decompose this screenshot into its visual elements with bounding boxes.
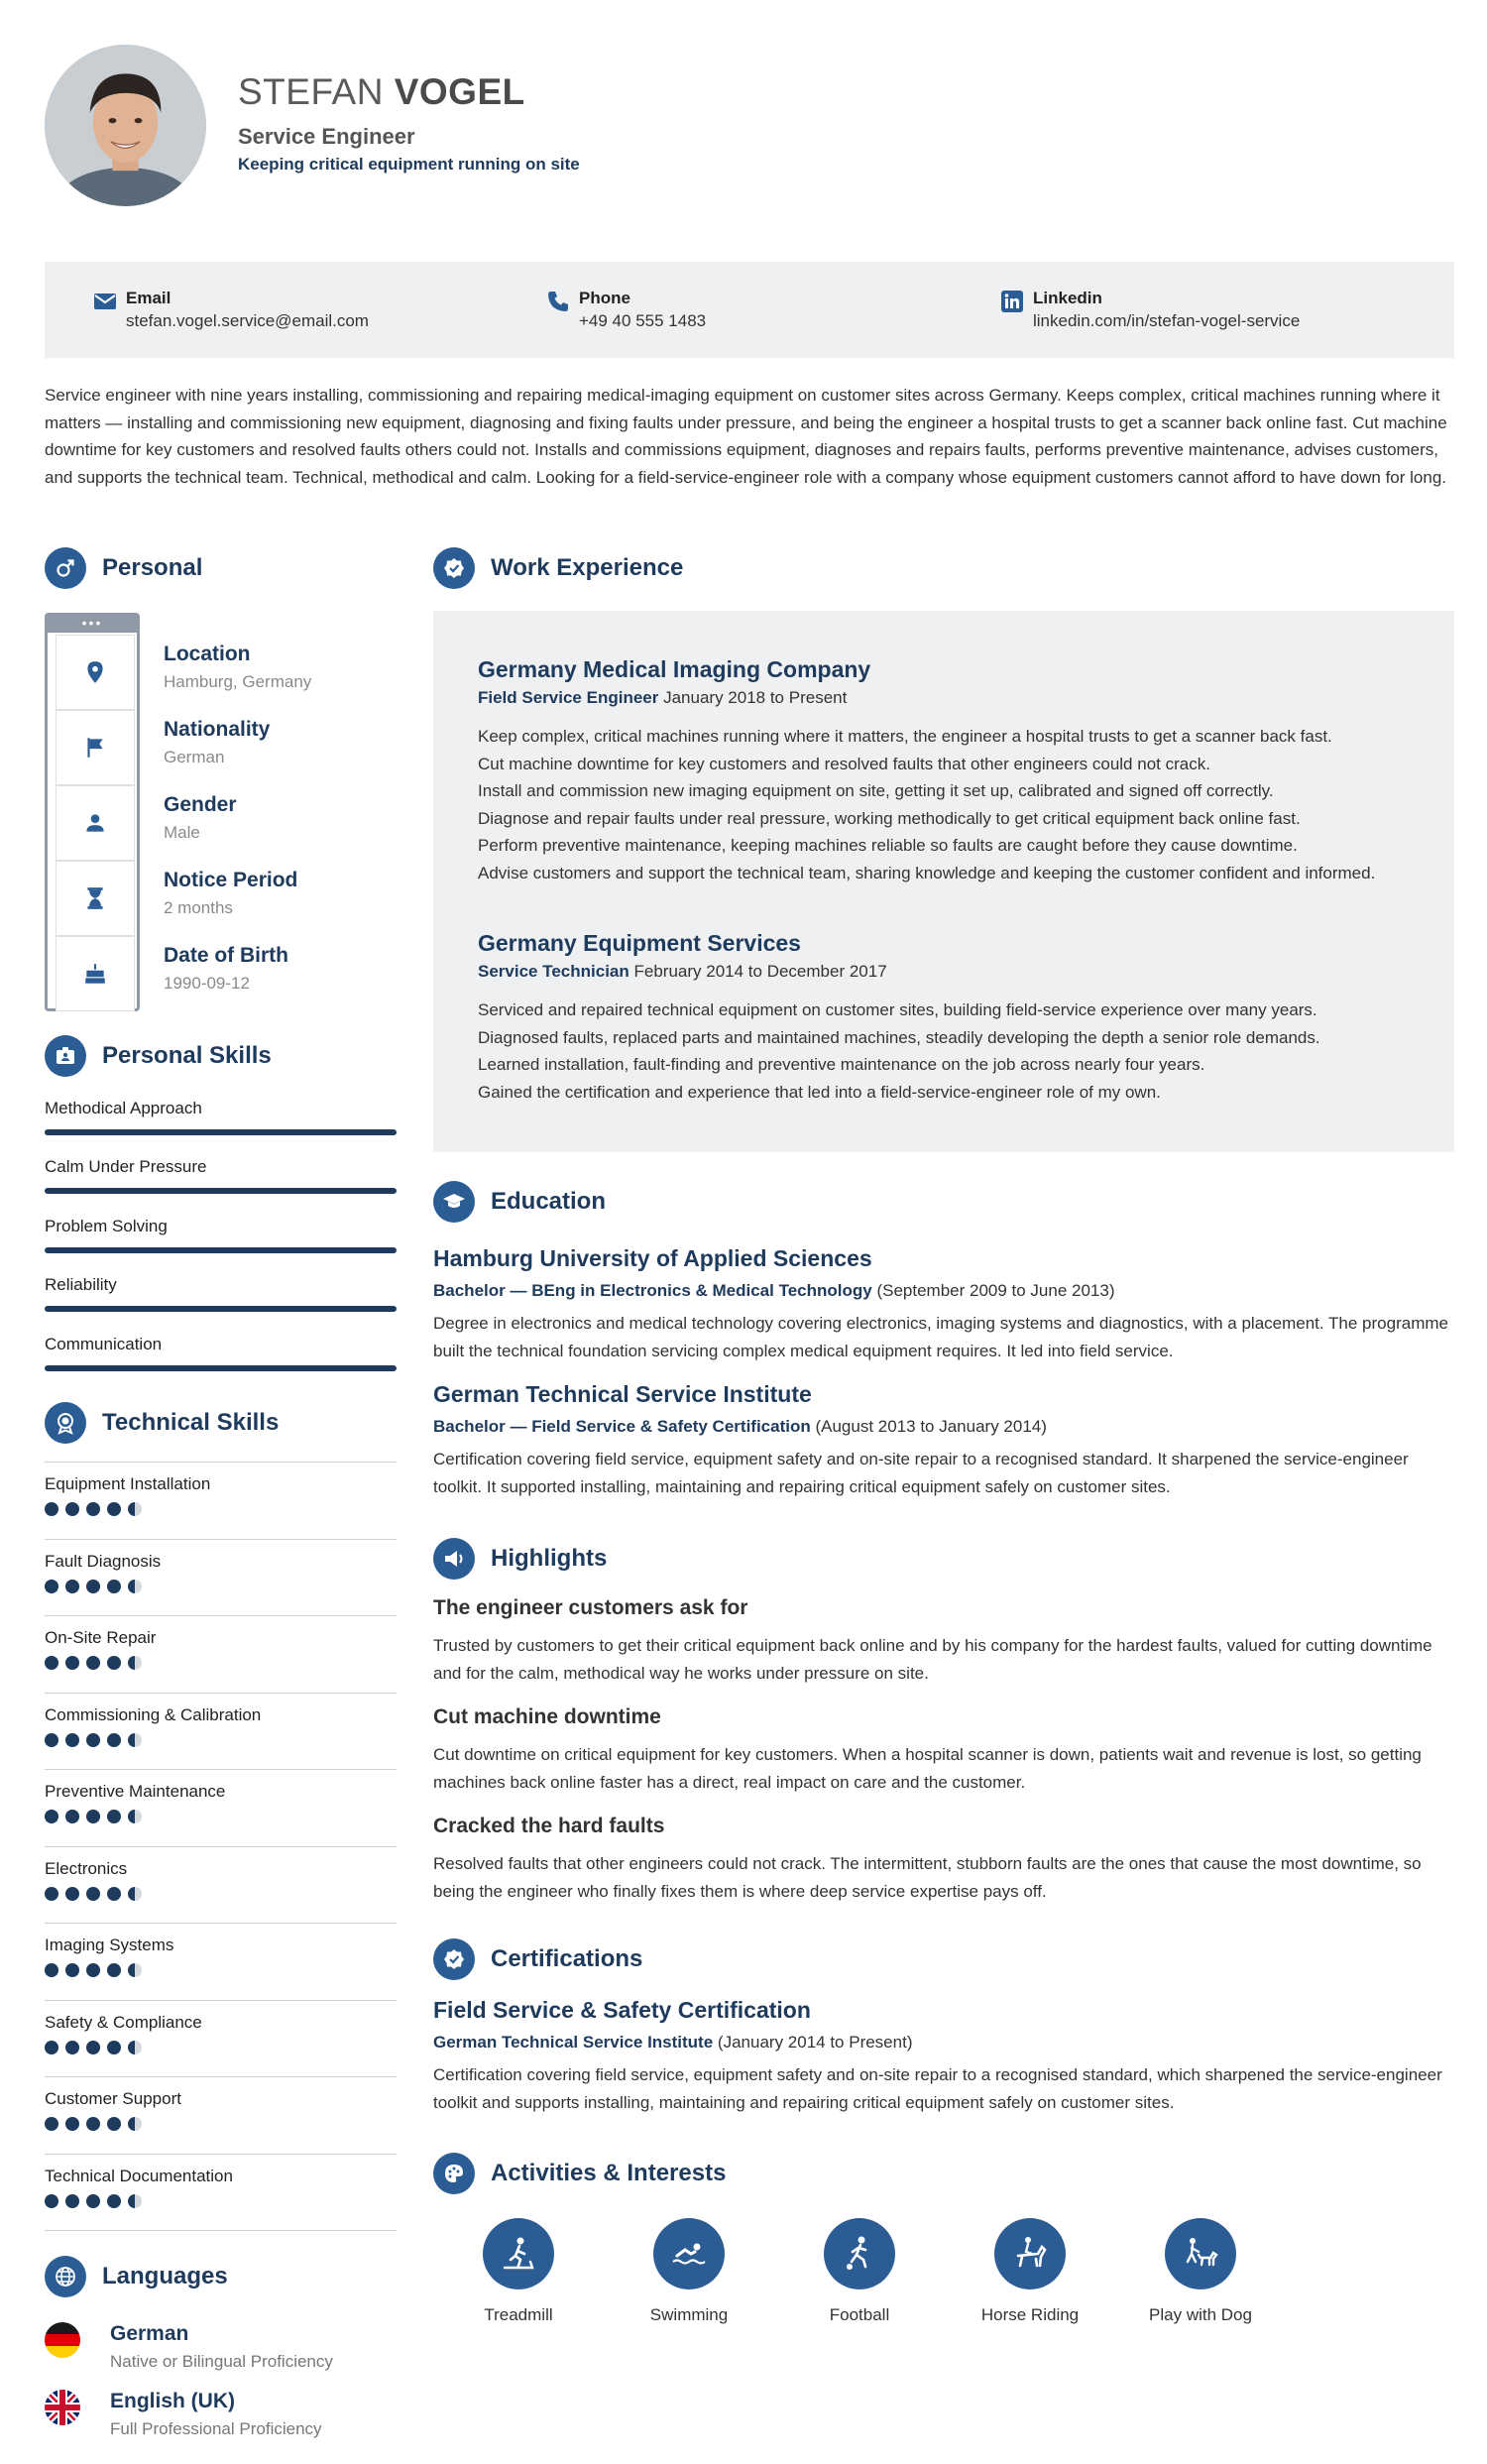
section-technical-skills <box>45 1402 279 1444</box>
personal-skill <box>45 1155 397 1194</box>
job-role: Service Technician <box>478 962 629 981</box>
section-title: Personal <box>102 554 203 581</box>
rating-dot <box>128 2117 142 2131</box>
personal-date-of-birth <box>164 942 288 997</box>
rating-dot <box>86 2117 100 2131</box>
section-title: Personal Skills <box>102 1042 272 1069</box>
swimming-icon <box>653 2218 725 2289</box>
rating-dot <box>128 1733 142 1747</box>
job-description <box>478 723 1420 886</box>
rating-dot <box>45 1656 58 1670</box>
germany-flag-icon <box>45 2322 80 2358</box>
rating-dot <box>86 1963 100 1977</box>
email-label: Email <box>126 289 172 307</box>
rating-dot <box>107 1580 121 1593</box>
tech-skill-label: Customer Support <box>45 2089 181 2108</box>
job-line: Diagnosed faults, replaced parts and maintained machines, steadily developing the depth a senior role demands. <box>478 1027 1320 1047</box>
personal-nationality <box>164 716 270 771</box>
tech-skill-divider <box>45 2230 397 2231</box>
contact-phone <box>545 288 706 333</box>
section-personal-skills <box>45 1035 272 1077</box>
contact-bar <box>45 262 1454 358</box>
job-dates: February 2014 to December 2017 <box>633 962 887 981</box>
certification-issuer-line <box>433 2030 1454 2055</box>
rating-dot <box>65 1580 79 1593</box>
verified-badge-icon <box>433 547 475 589</box>
highlight-entry <box>433 1813 1454 1905</box>
cake-icon <box>56 936 135 1011</box>
tech-skill <box>45 1615 397 1670</box>
rating-dot <box>45 1963 58 1977</box>
tech-skill-rating <box>45 1887 397 1901</box>
section-certifications <box>433 1938 642 1980</box>
highlight-entry <box>433 1703 1454 1796</box>
personal-value: German <box>164 748 225 766</box>
rating-dot <box>128 1963 142 1977</box>
personal-value: 1990-09-12 <box>164 974 250 993</box>
section-title: Technical Skills <box>102 1409 280 1436</box>
job-title: Service Engineer <box>238 124 415 149</box>
job-line: Advise customers and support the technical team, sharing knowledge and keeping the customer confident and informed. <box>478 863 1376 882</box>
graduation-cap-icon <box>433 1181 475 1223</box>
language-level: Full Professional Proficiency <box>110 2419 322 2438</box>
tech-skill <box>45 2154 397 2208</box>
section-education <box>433 1181 606 1223</box>
certificate-badge-icon <box>433 1938 475 1980</box>
tech-skill <box>45 1846 397 1901</box>
personal-label: Nationality <box>164 718 271 741</box>
job-line: Learned installation, fault-finding and preventive maintenance on the job across nearly four years. <box>478 1055 1205 1074</box>
job-company: Germany Equipment Services <box>478 930 801 956</box>
football-icon <box>824 2218 895 2289</box>
rating-dot <box>107 1810 121 1823</box>
award-ribbon-icon <box>45 1402 86 1444</box>
job-description <box>478 997 1420 1106</box>
rating-dot <box>107 1656 121 1670</box>
personal-skill-label: Methodical Approach <box>45 1099 202 1117</box>
profile-summary: Service engineer with nine years installing, commissioning and repairing medical-imaging equipment on customer sites across Germany. Keeps complex, critical machines running where it matters — installing and commissioning new equipment, diagnosing and fixing faults under pressure, and being the engineer a hospital trusts to get a scanner back online fast. Cut machine downtime for key customers and resolved faults others could not. Installs and commissions equipment, diagnoses and repairs faults, performs preventive maintenance, advises customers, and supports the technical team. Technical, methodical and calm. Looking for a field-service-engineer role with a company whose equipment customers cannot afford to have down for long. <box>45 386 1447 487</box>
language-english <box>45 2388 322 2443</box>
rating-dot <box>86 2041 100 2054</box>
personal-label: Date of Birth <box>164 944 288 967</box>
rating-dot <box>107 1963 121 1977</box>
tech-skill <box>45 1693 397 1747</box>
certification-name: Field Service & Safety Certification <box>433 1997 811 2023</box>
education-description: Degree in electronics and medical technology covering electronics, imaging systems and diagnostics, with a placement. The programme built the technical foundation servicing complex medical equipment requires. It led into field service. <box>433 1314 1448 1360</box>
job-role-line <box>478 959 1420 985</box>
job-role: Field Service Engineer <box>478 688 659 707</box>
tech-skill <box>45 1923 397 1977</box>
personal-skill-bar <box>45 1188 397 1194</box>
job-line: Diagnose and repair faults under real pressure, working methodically to get critical equipment back online fast. <box>478 808 1301 828</box>
personal-skill-bar <box>45 1129 397 1135</box>
male-symbol-icon <box>45 547 86 589</box>
personal-skill-bar <box>45 1247 397 1253</box>
personal-skill-label: Problem Solving <box>45 1217 168 1235</box>
tech-skill-label: On-Site Repair <box>45 1628 157 1647</box>
profile-photo <box>45 45 206 206</box>
personal-skill-label: Calm Under Pressure <box>45 1157 207 1176</box>
job-entry <box>478 653 1420 886</box>
email-value[interactable]: stefan.vogel.service@email.com <box>126 311 369 330</box>
linkedin-icon <box>999 290 1025 313</box>
rating-dot <box>45 2041 58 2054</box>
education-dates: (September 2009 to June 2013) <box>876 1281 1115 1300</box>
tech-skill-rating <box>45 1963 397 1977</box>
section-title: Highlights <box>491 1545 608 1572</box>
rating-dot <box>65 2117 79 2131</box>
rating-dot <box>107 2117 121 2131</box>
section-interests <box>433 2153 726 2194</box>
personal-skill <box>45 1273 397 1312</box>
tech-skill <box>45 1462 397 1516</box>
rating-dot <box>65 1502 79 1516</box>
certification-issuer: German Technical Service Institute <box>433 2033 714 2052</box>
rating-dot <box>45 1733 58 1747</box>
rating-dot <box>107 1502 121 1516</box>
rating-dot <box>128 1502 142 1516</box>
interest-label: Football <box>829 2305 890 2324</box>
personal-skill-bar <box>45 1365 397 1371</box>
tech-skill-rating <box>45 1733 397 1747</box>
section-languages <box>45 2256 228 2297</box>
rating-dot <box>65 2194 79 2208</box>
highlight-entry <box>433 1594 1454 1687</box>
personal-label: Gender <box>164 793 237 816</box>
highlight-title: Cracked the hard faults <box>433 1815 665 1837</box>
uk-flag-icon <box>45 2390 80 2425</box>
section-work-experience <box>433 547 683 589</box>
tech-skill-label: Imaging Systems <box>45 1936 174 1954</box>
rating-dot <box>86 2194 100 2208</box>
highlight-text: Cut downtime on critical equipment for key customers. When a hospital scanner is down, patients wait and revenue is lost, so getting machines back online faster has a direct, real impact on care and the customer. <box>433 1745 1422 1792</box>
rating-dot <box>86 1810 100 1823</box>
personal-value: Hamburg, Germany <box>164 672 312 691</box>
phone-icon <box>545 290 571 313</box>
highlight-title: Cut machine downtime <box>433 1705 661 1728</box>
tech-skill <box>45 2076 397 2131</box>
first-name: STEFAN <box>238 71 384 112</box>
personal-skill <box>45 1333 397 1371</box>
person-icon <box>56 785 135 861</box>
rating-dot <box>45 1580 58 1593</box>
rating-dot <box>86 1656 100 1670</box>
rating-dot <box>107 2194 121 2208</box>
tech-skill-label: Preventive Maintenance <box>45 1782 226 1801</box>
personal-value: Male <box>164 823 200 842</box>
rating-dot <box>128 2041 142 2054</box>
section-title: Work Experience <box>491 554 684 581</box>
rating-dot <box>65 1810 79 1823</box>
rating-dot <box>128 1580 142 1593</box>
job-line: Perform preventive maintenance, keeping machines reliable so faults are caught before they cause downtime. <box>478 836 1298 855</box>
certification-dates: (January 2014 to Present) <box>717 2033 913 2052</box>
rating-dot <box>45 2194 58 2208</box>
job-dates: January 2018 to Present <box>663 688 848 707</box>
rating-dot <box>65 1656 79 1670</box>
language-name: German <box>110 2322 189 2345</box>
rating-dot <box>107 1887 121 1901</box>
job-line: Gained the certification and experience that led into a field-service-engineer role of my own. <box>478 1082 1161 1102</box>
dog-icon <box>1165 2218 1236 2289</box>
highlight-text: Resolved faults that other engineers could not crack. The intermittent, stubborn faults are the ones that cause the most downtime, so being the engineer who finally fixes them is where deep service expertise pays off. <box>433 1854 1422 1901</box>
section-highlights <box>433 1538 607 1580</box>
rating-dot <box>65 2041 79 2054</box>
education-description: Certification covering field service, equipment safety and on-site repair to a recognised standard. It sharpened the service-engineer toolkit. It supported installing, maintaining and repairing critical equipment safely on customer sites. <box>433 1450 1409 1496</box>
education-school: German Technical Service Institute <box>433 1381 812 1407</box>
interest-treadmill <box>444 2218 593 2327</box>
panel-dots: ••• <box>81 615 103 631</box>
email-icon <box>92 290 118 313</box>
education-entry <box>433 1242 1454 1364</box>
job-company: Germany Medical Imaging Company <box>478 656 871 682</box>
interest-football <box>785 2218 934 2327</box>
tech-skill-rating <box>45 2041 397 2054</box>
tagline: Keeping critical equipment running on site <box>238 155 580 174</box>
hourglass-icon <box>56 861 135 936</box>
personal-label: Notice Period <box>164 869 298 891</box>
work-experience-panel <box>433 611 1454 1152</box>
rating-dot <box>107 1733 121 1747</box>
section-title: Education <box>491 1188 607 1215</box>
tech-skill-rating <box>45 1810 397 1823</box>
palette-icon <box>433 2153 475 2194</box>
job-line: Keep complex, critical machines running where it matters, the engineer a hospital trusts to get a scanner back fast. <box>478 727 1332 746</box>
education-school: Hamburg University of Applied Sciences <box>433 1245 872 1271</box>
rating-dot <box>65 1733 79 1747</box>
job-entry <box>478 927 1420 1106</box>
education-dates: (August 2013 to January 2014) <box>815 1417 1047 1436</box>
education-entry <box>433 1378 1454 1500</box>
rating-dot <box>86 1502 100 1516</box>
phone-label: Phone <box>579 289 630 307</box>
education-degree-line <box>433 1414 1454 1440</box>
tech-skill-label: Technical Documentation <box>45 2166 233 2185</box>
tech-skill-rating <box>45 2194 397 2208</box>
rating-dot <box>86 1733 100 1747</box>
tech-skill-rating <box>45 1580 397 1593</box>
rating-dot <box>128 1887 142 1901</box>
section-title: Activities & Interests <box>491 2160 727 2186</box>
interest-label: Swimming <box>649 2305 729 2324</box>
contact-email <box>92 288 369 333</box>
education-degree-line <box>433 1278 1454 1304</box>
highlight-title: The engineer customers ask for <box>433 1596 748 1619</box>
personal-skill <box>45 1215 397 1253</box>
tech-skill-rating <box>45 1502 397 1516</box>
job-line: Install and commission new imaging equipment on site, getting it set up, calibrated and signed off correctly. <box>478 781 1274 800</box>
job-line: Serviced and repaired technical equipment on customer sites, building field-service experience over many years. <box>478 1000 1317 1019</box>
personal-skill <box>45 1097 397 1135</box>
contact-linkedin <box>999 288 1300 333</box>
job-line: Cut machine downtime for key customers and resolved faults that other engineers could not crack. <box>478 754 1210 773</box>
certification-description: Certification covering field service, equipment safety and on-site repair to a recognised standard, which sharpened the service-engineer toolkit and supports installing, maintaining and repairing critical equipment safely on customer sites. <box>433 2065 1442 2112</box>
job-role-line <box>478 685 1420 711</box>
education-degree: Bachelor — Field Service & Safety Certification <box>433 1417 811 1436</box>
personal-notice-period <box>164 867 297 922</box>
education-degree: Bachelor — BEng in Electronics & Medical Technology <box>433 1281 872 1300</box>
interest-swimming <box>615 2218 763 2327</box>
last-name: VOGEL <box>394 71 525 112</box>
linkedin-value[interactable]: linkedin.com/in/stefan-vogel-service <box>1033 311 1301 330</box>
tech-skill <box>45 1769 397 1823</box>
section-personal <box>45 547 202 589</box>
id-badge-icon <box>45 1035 86 1077</box>
personal-label: Location <box>164 643 251 665</box>
megaphone-icon <box>433 1538 475 1580</box>
rating-dot <box>45 1887 58 1901</box>
rating-dot <box>45 1810 58 1823</box>
interest-label: Play with Dog <box>1149 2305 1252 2324</box>
rating-dot <box>128 1810 142 1823</box>
interest-play-with-dog <box>1126 2218 1275 2327</box>
tech-skill-rating <box>45 1656 397 1670</box>
personal-icon-panel <box>45 613 140 1011</box>
rating-dot <box>65 1963 79 1977</box>
tech-skill-label: Commissioning & Calibration <box>45 1704 262 1724</box>
tech-skill-label: Electronics <box>45 1858 128 1878</box>
phone-value[interactable]: +49 40 555 1483 <box>579 311 707 330</box>
tech-skill-label: Fault Diagnosis <box>45 1551 162 1571</box>
rating-dot <box>128 1656 142 1670</box>
section-title: Certifications <box>491 1945 643 1972</box>
personal-gender <box>164 791 237 847</box>
rating-dot <box>107 2041 121 2054</box>
tech-skill-label: Safety & Compliance <box>45 2012 202 2032</box>
rating-dot <box>86 1580 100 1593</box>
linkedin-label: Linkedin <box>1033 289 1102 307</box>
tech-skill-label: Equipment Installation <box>45 1474 211 1493</box>
rating-dot <box>65 1887 79 1901</box>
personal-skill-label: Communication <box>45 1335 163 1353</box>
candidate-name <box>238 73 525 110</box>
rating-dot <box>45 2117 58 2131</box>
map-pin-icon <box>56 635 135 710</box>
language-name: English (UK) <box>110 2390 235 2412</box>
section-title: Languages <box>102 2263 228 2289</box>
tech-skill-rating <box>45 2117 397 2131</box>
personal-value: 2 months <box>164 898 233 917</box>
certification-entry <box>433 1994 1454 2116</box>
personal-location <box>164 641 311 696</box>
globe-icon <box>45 2256 86 2297</box>
rating-dot <box>128 2194 142 2208</box>
interest-horse-riding <box>956 2218 1104 2327</box>
personal-skill-bar <box>45 1306 397 1312</box>
interest-label: Treadmill <box>484 2305 553 2324</box>
interest-label: Horse Riding <box>980 2305 1080 2324</box>
language-german <box>45 2320 333 2376</box>
tech-skill <box>45 2000 397 2054</box>
treadmill-icon <box>483 2218 554 2289</box>
personal-skill-label: Reliability <box>45 1275 117 1294</box>
highlight-text: Trusted by customers to get their critical equipment back online and by his company for the hardest faults, valued for cutting downtime and for the calm, methodical way he works under pressure on site. <box>433 1636 1432 1683</box>
rating-dot <box>86 1887 100 1901</box>
rating-dot <box>45 1502 58 1516</box>
language-level: Native or Bilingual Proficiency <box>110 2352 333 2371</box>
tech-skill <box>45 1539 397 1593</box>
flag-icon <box>56 710 135 785</box>
horse-riding-icon <box>994 2218 1066 2289</box>
